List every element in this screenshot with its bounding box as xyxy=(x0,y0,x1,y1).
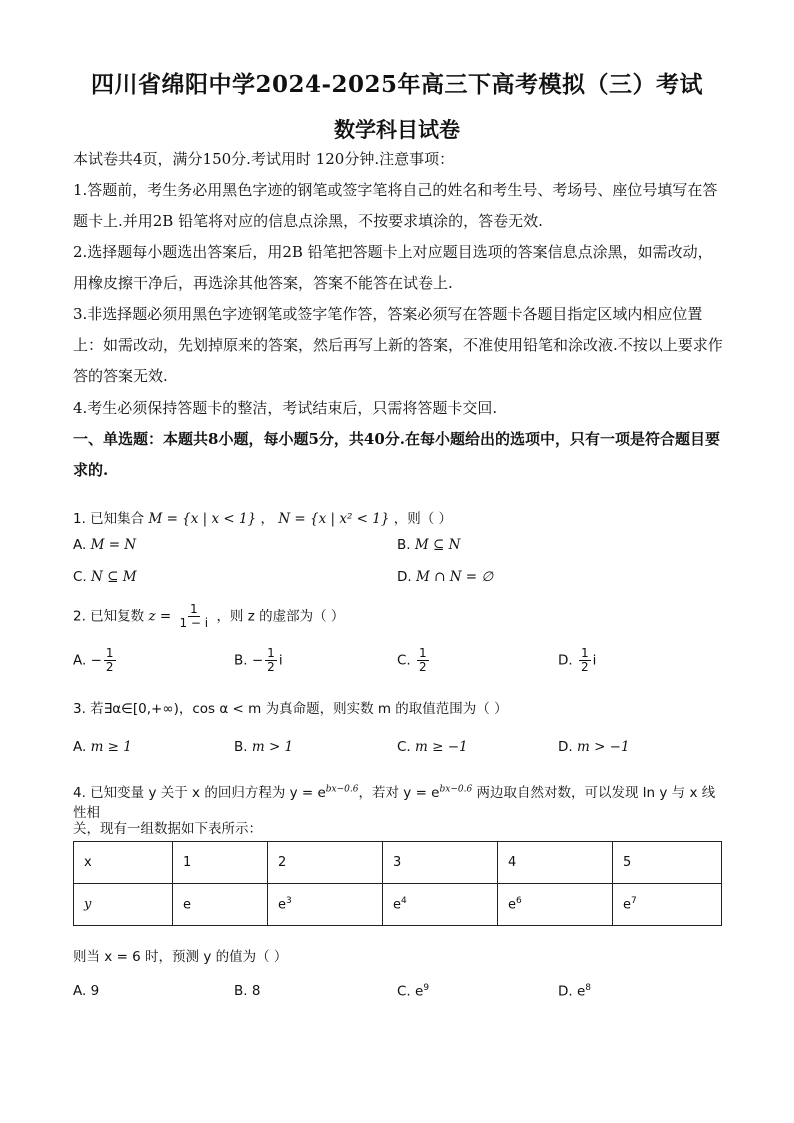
data-table xyxy=(73,841,722,926)
q2-option-b: B. − $\frac{1}{2}$ i xyxy=(234,646,283,674)
q2-fraction: $\frac{1}{1 - i}$ xyxy=(179,602,209,630)
table-cell: $e^4$ xyxy=(383,884,498,926)
question-1: 1. 已知集合 M = {x | x < 1} ， N = {x | x² < 1} ，则（ ） xyxy=(73,511,453,527)
q1-prefix: 1. 已知集合 xyxy=(73,511,145,527)
question-4-prompt: 则当 x = 6 时，预测 y 的值为（ ） xyxy=(73,949,288,965)
instructions-intro: 本试卷共4页，满分150分.考试用时 120分钟.注意事项： xyxy=(73,150,455,168)
q2-option-d: D. $\frac{1}{2}$ i xyxy=(558,646,597,674)
q4-option-d: D. $e^8$ xyxy=(558,983,592,1000)
question-4-line-1: 4. 已知变量 y 关于 x 的回归方程为 $y = e^{bx-0.6}$，若对 $y = e^{bx-0.6}$ 两边取自然对数，可以发现 ln y 与 x 线性相 xyxy=(73,784,716,821)
section-heading: 一、单选题：本题共8小题，每小题5分，共40分.在每小题给出的选项中，只有一项是符合题目要求的. xyxy=(73,430,720,479)
instruction-rule-3: 3.非选择题必须用黑色字迹钢笔或签字笔作答，答案必须写在答题卡各题目指定区域内相应位置上：如需改动，先划掉原来的答案，然后再写上新的答案，不准使用铅笔和涂改液.不按以上要求作答的答案无效. xyxy=(73,305,723,385)
table-cell: 4 xyxy=(498,842,613,884)
question-3: 3. 若∃α∈[0,+∞)，cos α < m 为真命题，则实数 m 的取值范围为（ ） xyxy=(73,701,508,717)
q1-set-m: M = {x | x < 1} xyxy=(148,511,257,527)
table-cell: 1 xyxy=(173,842,268,884)
q3-option-a: A. m ≥ 1 xyxy=(73,739,132,755)
q2-option-a: A. − $\frac{1}{2}$ xyxy=(73,646,114,674)
table-cell: 5 xyxy=(613,842,722,884)
table-cell: 2 xyxy=(268,842,383,884)
q1-option-d: D. M ∩ N = ∅ xyxy=(397,569,494,585)
q1-set-n: N = {x | x² < 1} xyxy=(278,511,390,527)
table-cell: $e^3$ xyxy=(268,884,383,926)
exam-title: 四川省绵阳中学2024-2025年高三下高考模拟（三）考试 xyxy=(90,71,704,98)
q1-option-b: B. M ⊆ N xyxy=(397,537,461,553)
exam-subtitle: 数学科目试卷 xyxy=(334,117,460,142)
table-cell: e xyxy=(173,884,268,926)
table-row xyxy=(74,842,722,884)
table-cell: 3 xyxy=(383,842,498,884)
q4-option-a: A. 9 xyxy=(73,983,100,999)
instruction-rule-1: 1.答题前，考生务必用黑色字迹的钢笔或签字笔将自己的姓名和考生号、考场号、座位号填写在答题卡上.并用2B 铅笔将对应的信息点涂黑，不按要求填涂的，答卷无效. xyxy=(73,181,718,230)
instruction-rule-4: 4.考生必须保持答题卡的整洁，考试结束后，只需将答题卡交回. xyxy=(73,399,498,417)
q1-option-c: C. N ⊆ M xyxy=(73,569,137,585)
table-cell: y xyxy=(74,884,173,926)
question-4-line-2: 关，现有一组数据如下表所示： xyxy=(73,821,262,837)
q3-option-d: D. m > −1 xyxy=(558,739,630,755)
table-cell: x xyxy=(74,842,173,884)
q4-option-b: B. 8 xyxy=(234,983,261,999)
q2-option-c: C. $\frac{1}{2}$ xyxy=(397,646,427,674)
q4-option-c: C. $e^9$ xyxy=(397,983,430,1000)
q1-suffix: ，则（ ） xyxy=(393,511,453,527)
table-cell: $e^7$ xyxy=(613,884,722,926)
q3-option-c: C. m ≥ −1 xyxy=(397,739,468,755)
instruction-rule-2: 2.选择题每小题选出答案后，用2B 铅笔把答题卡上对应题目选项的答案信息点涂黑，如需改动，用橡皮擦干净后，再选涂其他答案，答案不能答在试卷上. xyxy=(73,243,713,292)
table-row xyxy=(74,884,722,926)
question-2: 2. 已知复数 z = $\frac{1}{1 - i}$ ，则 z 的虚部为（ ） xyxy=(73,602,345,630)
table-cell: $e^6$ xyxy=(498,884,613,926)
q1-option-a: A. M = N xyxy=(73,537,137,553)
q3-option-b: B. m > 1 xyxy=(234,739,294,755)
